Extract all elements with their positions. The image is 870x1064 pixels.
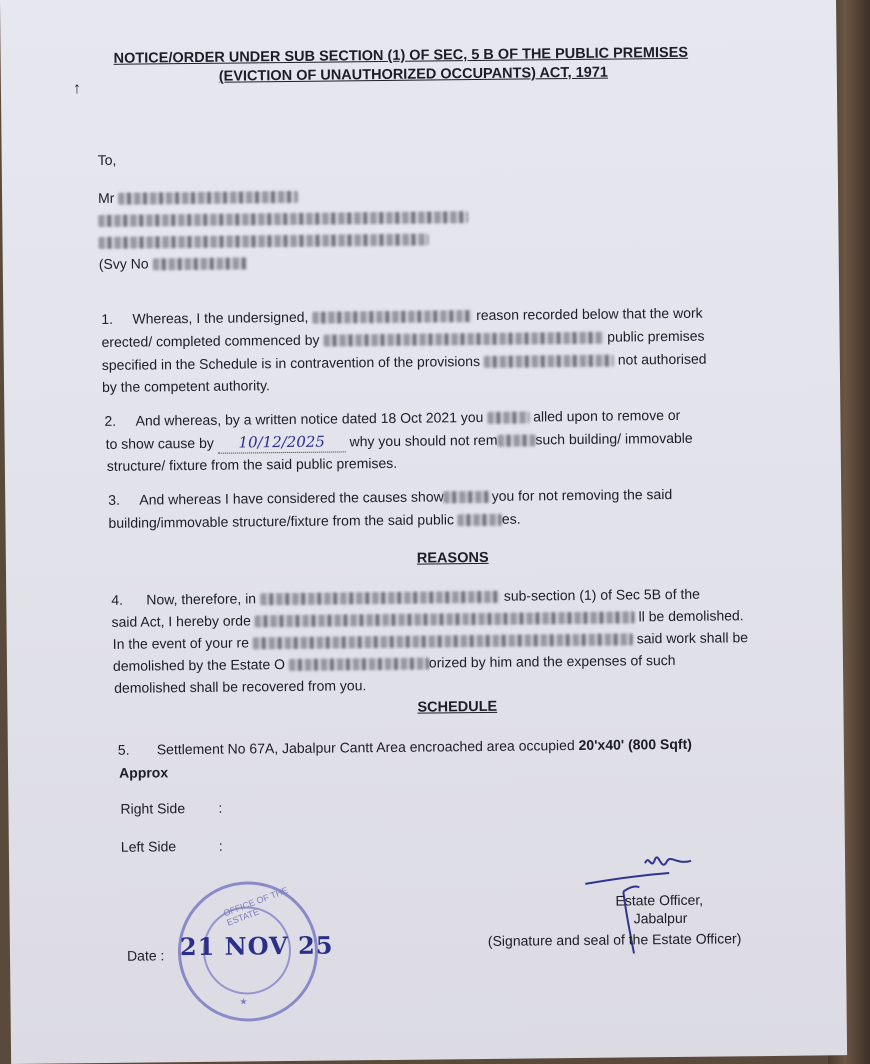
para2-line2: to show cause by 10/12/2025 why you should not rem such building/ immovable (105, 429, 693, 452)
para1-line3: specified in the Schedule is in contravention of the provisions not authorised (101, 350, 707, 373)
para1-line1: 1. Whereas, I the undersigned, reason recorded below that the work (101, 304, 703, 327)
office-seal-stamp: OFFICE OF THE ESTATE ★ (177, 881, 318, 1022)
schedule-heading: SCHEDULE (417, 698, 498, 716)
corner-mark: ↑ (72, 80, 82, 98)
para5-line1: 5. Settlement No 67A, Jabalpur Cantt Area encroached area occupied 20'x40' (800 Sqft) (117, 735, 692, 758)
para1-line4: by the competent authority. (101, 377, 270, 395)
para1-line2: erected/ completed commenced by public premises (101, 327, 705, 350)
notice-title-line2: (EVICTION OF UNAUTHORIZED OCCUPANTS) ACT, 1971 (218, 64, 608, 85)
address-line-4: (Svy No (99, 252, 248, 274)
handwritten-date-cause: 10/12/2025 (218, 431, 346, 453)
para4-line5: demolished shall be recovered from you. (114, 677, 367, 696)
notice-title-line1: NOTICE/ORDER UNDER SUB SECTION (1) OF SEC, 5 B OF THE PUBLIC PREMISES (113, 44, 689, 67)
para2-line3: structure/ fixture from the said public premises. (106, 454, 398, 474)
left-side-label: Left Side (120, 838, 177, 855)
right-side-colon: : (218, 799, 223, 816)
para4-line4: demolished by the Estate O orized by him and the expenses of such (112, 651, 676, 674)
para3-line1: 3. And whereas I have considered the causes show you for not removing the said (108, 485, 673, 508)
signature-caption: (Signature and seal of the Estate Officer) (487, 930, 742, 949)
date-label: Date : (126, 947, 165, 964)
left-side-colon: : (218, 837, 223, 854)
right-side-label: Right Side (120, 800, 186, 817)
address-line-3 (98, 229, 428, 252)
para3-line2: building/immovable structure/fixture from the said public es. (108, 510, 521, 531)
para5-line2: Approx (119, 764, 169, 781)
para2-line1: 2. And whereas, by a written notice dated 18 Oct 2021 you alled upon to remove or (104, 406, 681, 429)
address-line-2 (98, 206, 468, 230)
officer-place: Jabalpur (633, 909, 688, 927)
addressee-to: To, (97, 151, 117, 168)
para4-line2: said Act, I hereby orde ll be demolished. (111, 607, 744, 630)
officer-title: Estate Officer, (615, 891, 704, 909)
para4-line1: 4. Now, therefore, in sub-section (1) of Sec 5B of the (111, 585, 700, 608)
para4-line3: In the event of your re said work shall be (112, 629, 749, 652)
reasons-heading: REASONS (416, 549, 489, 567)
address-line-1: Mr (98, 186, 298, 208)
handwritten-date: 21 NOV 25 (179, 930, 334, 962)
